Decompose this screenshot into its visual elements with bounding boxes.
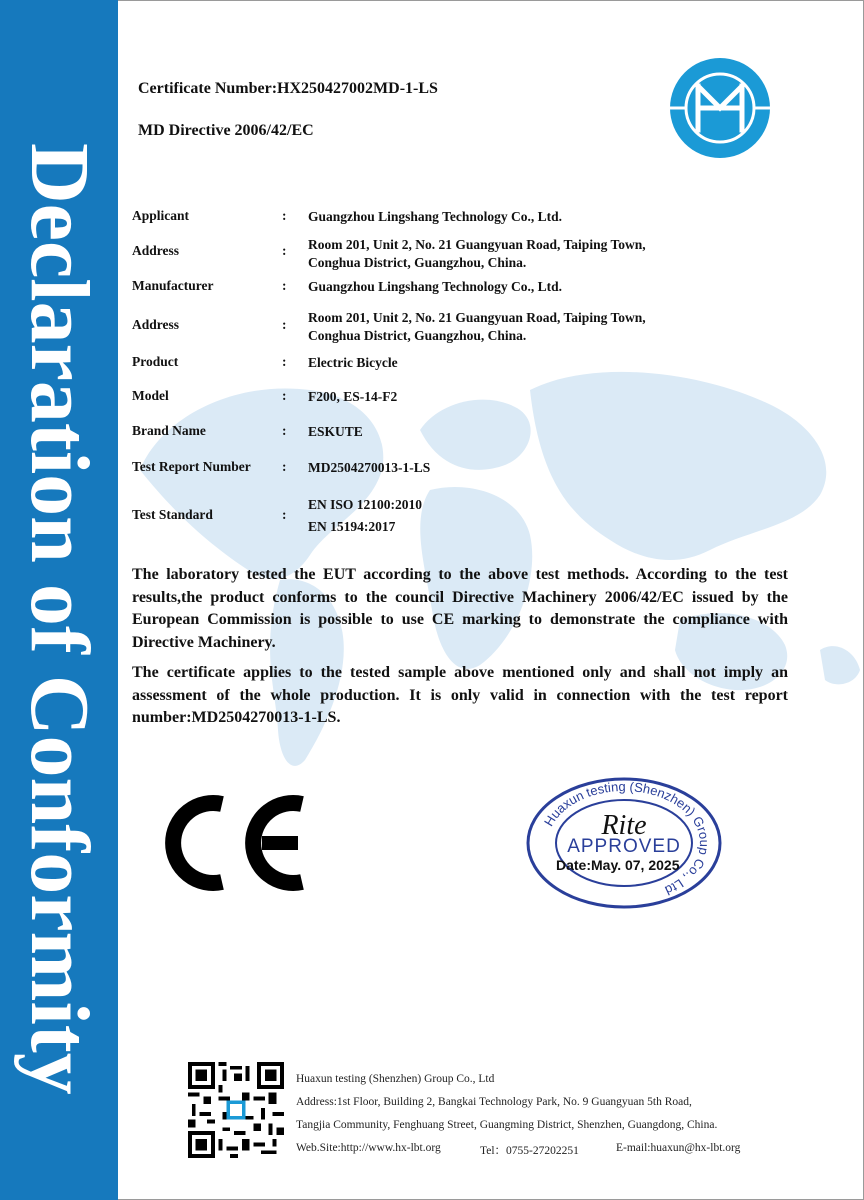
field-value: ESKUTE <box>308 424 363 439</box>
certificate-number: Certificate Number:HX250427002MD-1-LS <box>138 80 438 97</box>
standard-line-2: EN 15194:2017 <box>308 519 396 534</box>
field-value: Guangzhou Lingshang Technology Co., Ltd. <box>308 279 562 294</box>
qr-code-icon <box>188 1062 284 1158</box>
footer-email[interactable]: E-mail:huaxun@hx-lbt.org <box>616 1142 741 1154</box>
field-label: Applicant <box>132 208 190 223</box>
field-colon: : <box>282 278 287 293</box>
field-colon: : <box>282 423 287 438</box>
side-band <box>0 0 118 1200</box>
huaxun-logo-icon <box>668 56 772 160</box>
footer-tel: Tel：0755-27202251 <box>480 1145 579 1157</box>
stamp-ring-text: Huaxun testing (Shenzhen) Group Co., Ltd <box>541 778 713 899</box>
field-value <box>308 309 728 345</box>
address-line-1: Room 201, Unit 2, No. 21 Guangyuan Road, Taiping Town, <box>308 237 646 252</box>
footer-company: Huaxun testing (Shenzhen) Group Co., Ltd <box>296 1073 495 1085</box>
field-value: F200, ES-14-F2 <box>308 389 398 404</box>
stamp-date: Date:May. 07, 2025 <box>556 857 680 873</box>
field-value <box>308 236 728 272</box>
stamp-approved: APPROVED <box>567 836 681 857</box>
ce-mark-icon <box>162 792 312 894</box>
footer-address-line-1: Address:1st Floor, Building 2, Bangkai Technology Park, No. 9 Guangyuan 5th Road, <box>296 1096 692 1108</box>
address-line-2: Conghua District, Guangzhou, China. <box>308 255 527 270</box>
approved-stamp <box>524 776 724 910</box>
address-line-2: Conghua District, Guangzhou, China. <box>308 328 527 343</box>
field-label: Brand Name <box>132 423 206 438</box>
footer-address-line-2: Tangjia Community, Fenghuang Street, Guangming District, Shenzhen, Guangdong, China. <box>296 1119 718 1131</box>
address-line-1: Room 201, Unit 2, No. 21 Guangyuan Road, Taiping Town, <box>308 310 646 325</box>
field-colon: : <box>282 459 287 474</box>
field-colon: : <box>282 208 287 223</box>
field-value: Electric Bicycle <box>308 355 398 370</box>
field-label: Address <box>132 243 180 258</box>
field-value: MD2504270013-1-LS <box>308 460 431 475</box>
statement-paragraph-2: The certificate applies to the tested sample above mentioned only and shall not imply an assessment of the whole production. It is only valid in connection with the test report number:MD2504270013-1-LS. <box>132 664 788 726</box>
field-colon: : <box>282 507 287 522</box>
footer-contact <box>296 1142 776 1158</box>
field-colon: : <box>282 354 287 369</box>
field-value: Guangzhou Lingshang Technology Co., Ltd. <box>308 209 562 224</box>
side-title: Declaration of Conformity <box>13 143 106 1095</box>
field-label: Product <box>132 354 179 369</box>
field-label: Test Report Number <box>132 459 251 474</box>
field-colon: : <box>282 243 287 258</box>
statement-paragraph-1: The laboratory tested the EUT according to the above test methods. According to the test results,the product conforms to the council Directive Machinery 2006/42/EC issued by the European Commission is possible to use CE marking to demonstrate the compliance with Directive Machinery. <box>132 566 788 651</box>
directive: MD Directive 2006/42/EC <box>138 122 314 139</box>
field-label: Manufacturer <box>132 278 214 293</box>
field-label: Test Standard <box>132 507 213 522</box>
field-value <box>308 494 728 538</box>
stamp-signature: Rite <box>601 810 647 841</box>
field-label: Address <box>132 317 180 332</box>
field-label: Model <box>132 388 169 403</box>
field-colon: : <box>282 388 287 403</box>
footer-website[interactable]: Web.Site:http://www.hx-lbt.org <box>296 1142 441 1154</box>
standard-line-1: EN ISO 12100:2010 <box>308 497 423 512</box>
field-colon: : <box>282 317 287 332</box>
